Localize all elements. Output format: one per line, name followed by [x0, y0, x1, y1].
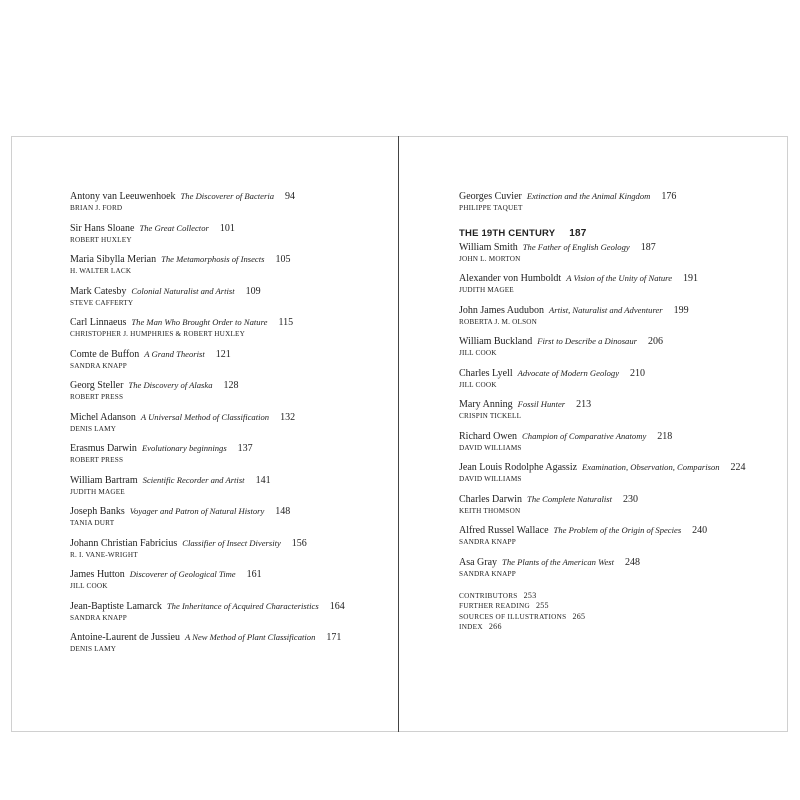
entry-title: The Problem of the Origin of Species: [553, 525, 682, 535]
entry-name: Jean Louis Rodolphe Agassiz: [459, 462, 578, 473]
entry-name: Charles Lyell: [459, 367, 513, 379]
toc-entry[interactable]: [70, 568, 390, 600]
entry-title: Voyager and Patron of Natural History: [129, 506, 265, 516]
entry-title: A New Method of Plant Classification: [184, 632, 316, 642]
book-spine: [398, 136, 399, 732]
entry-title: The Plants of the American West: [502, 556, 614, 567]
entry-name: Comte de Buffon: [70, 348, 140, 360]
toc-entry[interactable]: [70, 505, 390, 537]
entry-title: Advocate of Modern Geology: [517, 367, 620, 378]
entry-author: ROBERT HUXLEY: [70, 235, 132, 244]
section-heading-text: THE 19TH CENTURY: [459, 227, 556, 239]
entry-title: The Metamorphosis of Insects: [161, 254, 265, 264]
toc-entry[interactable]: [70, 253, 390, 285]
entry-title: Extinction and the Animal Kingdom: [526, 191, 651, 201]
entry-title: The Discovery of Alaska: [128, 380, 213, 390]
section-heading[interactable]: [459, 228, 779, 241]
entry-author: R. I. VANE-WRIGHT: [70, 550, 138, 559]
entry-author: SANDRA KNAPP: [459, 569, 516, 578]
entry-name: Jean-Baptiste Lamarck: [70, 600, 162, 612]
entry-page-number: 206: [647, 336, 663, 347]
entry-page-number: 161: [246, 569, 262, 580]
entry-title: The Inheritance of Acquired Characteristics: [166, 600, 319, 611]
entry-name: Joseph Banks: [70, 506, 125, 517]
entry-name: Asa Gray: [459, 556, 498, 568]
entry-author: JOHN L. MORTON: [459, 254, 521, 263]
entry-page-number: 121: [215, 348, 231, 360]
entry-author: ROBERT PRESS: [70, 456, 124, 464]
entry-author: DAVID WILLIAMS: [459, 443, 522, 452]
entry-author: DAVID WILLIAMS: [459, 475, 522, 483]
back-matter-item[interactable]: [459, 612, 779, 622]
entry-name: William Buckland: [459, 336, 533, 347]
toc-entry[interactable]: [459, 272, 779, 304]
entry-author: KEITH THOMSON: [459, 506, 521, 515]
back-matter-item[interactable]: [459, 591, 779, 601]
entry-title: Artist, Naturalist and Adventurer: [549, 304, 663, 315]
toc-entry[interactable]: [70, 348, 390, 380]
entry-name: Michel Adanson: [70, 411, 136, 423]
right-page-contents: [459, 190, 779, 633]
toc-entry[interactable]: [459, 493, 779, 525]
entry-page-number: 164: [329, 600, 345, 612]
entry-author: DENIS LAMY: [70, 645, 117, 653]
entry-author: ROBERT PRESS: [70, 393, 124, 401]
entry-author: H. WALTER LACK: [70, 267, 132, 275]
toc-entry[interactable]: [459, 304, 779, 336]
entry-name: Erasmus Darwin: [70, 443, 137, 454]
entry-title: Examination, Observation, Comparison: [582, 462, 720, 472]
toc-entry[interactable]: [70, 379, 390, 411]
entry-page-number: 213: [576, 399, 592, 410]
entry-author: PHILIPPE TAQUET: [459, 204, 523, 212]
entry-page-number: 105: [275, 254, 291, 265]
entry-name: Antony van Leeuwenhoek: [70, 191, 176, 202]
entry-name: Georg Steller: [70, 380, 124, 391]
toc-entry[interactable]: [70, 285, 390, 317]
entry-title: The Father of English Geology: [522, 241, 630, 252]
entry-page-number: 128: [223, 380, 239, 391]
entry-name: Mark Catesby: [70, 285, 127, 297]
entry-page-number: 176: [661, 191, 677, 202]
back-matter-page-number: 253: [523, 591, 537, 600]
back-matter-item[interactable]: [459, 622, 779, 632]
section-page-number: 187: [569, 227, 587, 239]
entry-name: William Smith: [459, 241, 518, 253]
back-matter-label: SOURCES OF ILLUSTRATIONS: [459, 612, 567, 621]
entry-page-number: 141: [255, 474, 271, 486]
entry-name: Georges Cuvier: [459, 191, 522, 202]
entry-title: Fossil Hunter: [517, 399, 566, 409]
toc-entry[interactable]: [70, 316, 390, 348]
entry-title: A Vision of the Unity of Nature: [566, 273, 673, 283]
entry-name: Sir Hans Sloane: [70, 222, 135, 234]
toc-entry[interactable]: [459, 556, 779, 588]
toc-entry[interactable]: [459, 190, 779, 222]
entry-name: Maria Sibylla Merian: [70, 254, 157, 265]
toc-entry[interactable]: [70, 190, 390, 222]
entry-author: JILL COOK: [459, 349, 497, 357]
entry-author: SANDRA KNAPP: [70, 361, 127, 370]
entry-name: William Bartram: [70, 474, 138, 486]
entry-title: The Great Collector: [139, 222, 209, 233]
back-matter-label: CONTRIBUTORS: [459, 592, 518, 600]
entry-title: Champion of Comparative Anatomy: [522, 430, 647, 441]
entry-page-number: 187: [640, 241, 656, 253]
entry-page-number: 109: [245, 285, 261, 297]
toc-entry[interactable]: [70, 600, 390, 632]
entry-title: The Discoverer of Bacteria: [180, 191, 275, 201]
entry-author: SANDRA KNAPP: [70, 613, 127, 622]
entry-author: JILL COOK: [70, 582, 108, 590]
entry-author: DENIS LAMY: [70, 424, 117, 433]
entry-page-number: 132: [280, 411, 296, 423]
entry-author: TANIA DURT: [70, 519, 115, 527]
entry-title: The Complete Naturalist: [527, 493, 613, 504]
back-matter-list: [459, 591, 779, 633]
entry-author: ROBERTA J. M. OLSON: [459, 317, 538, 326]
entry-author: BRIAN J. FORD: [70, 204, 123, 212]
toc-entry[interactable]: [70, 474, 390, 506]
entry-name: John James Audubon: [459, 304, 544, 316]
entry-name: Alfred Russel Wallace: [459, 525, 549, 536]
toc-entry[interactable]: [70, 411, 390, 443]
entry-author: STEVE CAFFERTY: [70, 298, 134, 307]
toc-entry[interactable]: [70, 631, 390, 663]
entry-title: Colonial Naturalist and Artist: [131, 285, 235, 296]
toc-entry[interactable]: [459, 430, 779, 462]
entry-page-number: 199: [673, 304, 689, 316]
back-matter-page-number: 255: [535, 601, 549, 611]
entry-page-number: 230: [623, 493, 639, 505]
entry-page-number: 156: [291, 537, 307, 549]
entry-name: Alexander von Humboldt: [459, 273, 562, 284]
entry-page-number: 224: [730, 462, 746, 473]
entry-page-number: 115: [278, 317, 294, 328]
entry-title: The Man Who Brought Order to Nature: [131, 317, 268, 327]
back-matter-label: INDEX: [459, 623, 483, 632]
entry-title: Discoverer of Geological Time: [129, 569, 236, 579]
toc-entry[interactable]: [459, 524, 779, 556]
entry-title: Scientific Recorder and Artist: [142, 474, 245, 485]
entry-name: Johann Christian Fabricius: [70, 537, 178, 549]
entry-author: CRISPIN TICKELL: [459, 412, 522, 420]
toc-entry[interactable]: [459, 398, 779, 430]
entry-name: Mary Anning: [459, 399, 513, 410]
back-matter-page-number: 266: [488, 622, 502, 632]
entry-title: First to Describe a Dinosaur: [537, 336, 637, 346]
entry-author: JUDITH MAGEE: [459, 286, 514, 294]
entry-page-number: 171: [326, 632, 342, 643]
entry-page-number: 191: [683, 273, 699, 284]
entry-title: Evolutionary beginnings: [141, 443, 227, 453]
entry-name: Richard Owen: [459, 430, 518, 442]
entry-author: JUDITH MAGEE: [70, 487, 125, 496]
toc-entry[interactable]: [70, 222, 390, 254]
entry-name: Carl Linnaeus: [70, 317, 127, 328]
back-matter-page-number: 265: [572, 611, 586, 621]
entry-name: Antoine-Laurent de Jussieu: [70, 632, 180, 643]
entry-name: James Hutton: [70, 569, 125, 580]
entry-title: A Universal Method of Classification: [140, 411, 270, 422]
entry-page-number: 240: [692, 525, 708, 536]
entry-page-number: 210: [630, 367, 646, 379]
entry-page-number: 137: [237, 443, 253, 454]
back-matter-item[interactable]: [459, 601, 779, 611]
toc-entry[interactable]: [459, 241, 779, 273]
entry-page-number: 94: [285, 191, 296, 202]
toc-entry[interactable]: [459, 335, 779, 367]
entry-page-number: 148: [275, 506, 291, 517]
entry-title: A Grand Theorist: [144, 348, 205, 359]
toc-entry[interactable]: [70, 537, 390, 569]
entry-title: Classifier of Insect Diversity: [182, 537, 281, 548]
entry-author: SANDRA KNAPP: [459, 538, 516, 546]
back-matter-label: FURTHER READING: [459, 602, 530, 611]
entry-page-number: 101: [219, 222, 235, 234]
left-page-contents: [70, 190, 390, 663]
toc-entry[interactable]: [459, 367, 779, 399]
entry-page-number: 248: [625, 556, 640, 568]
entry-page-number: 218: [657, 430, 673, 442]
entry-author: JILL COOK: [459, 380, 497, 389]
toc-entry[interactable]: [459, 461, 779, 493]
entry-author: CHRISTOPHER J. HUMPHRIES & ROBERT HUXLEY: [70, 330, 246, 338]
toc-entry[interactable]: [70, 442, 390, 474]
entry-name: Charles Darwin: [459, 493, 523, 505]
